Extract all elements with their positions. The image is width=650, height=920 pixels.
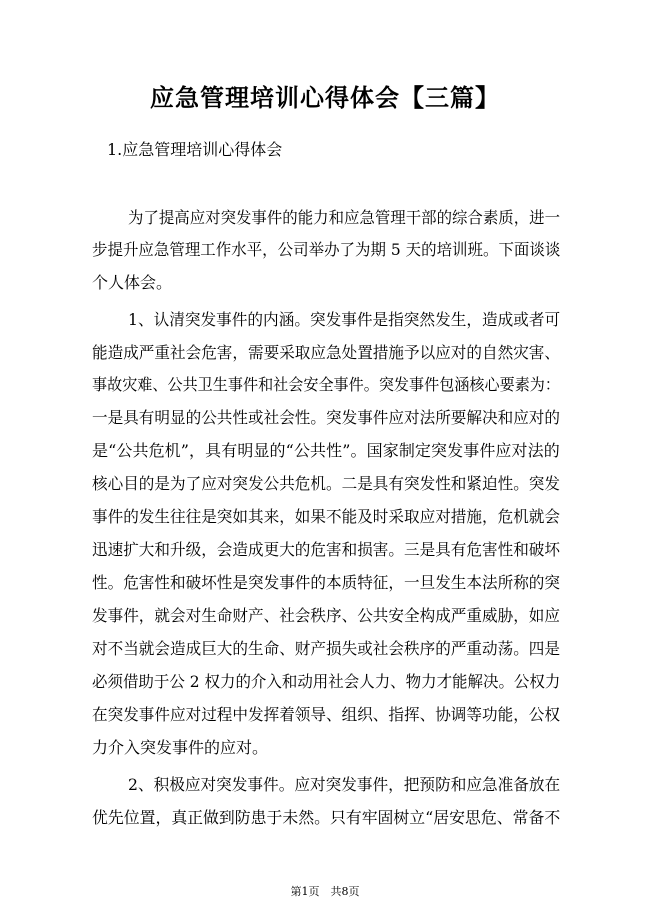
text-line: 必须借助于公 2 权力的介入和动用社会人力、物力才能解决。公权力 xyxy=(92,672,561,691)
text-line: 发事件，就会对生命财产、社会秩序、公共安全构成严重威胁，如应 xyxy=(92,606,561,625)
text-line: 步提升应急管理工作水平，公司举办了为期 5 天的培训班。下面谈谈 xyxy=(92,240,561,259)
text-line: 核心目的是为了应对突发公共危机。二是具有突发性和紧迫性。突发 xyxy=(92,474,561,493)
text-line: 事件的发生往往是突如其来，如果不能及时采取应对措施，危机就会 xyxy=(92,507,561,526)
text-line: 一是具有明显的公共性或社会性。突发事件应对法所要解决和应对的 xyxy=(92,408,561,427)
text-line: 对不当就会造成巨大的生命、财产损失或社会秩序的严重动荡。四是 xyxy=(92,639,561,658)
text-line: 个人体会。 xyxy=(92,273,173,292)
text-line: 力介入突发事件的应对。 xyxy=(92,738,269,757)
text-line: 为了提高应对突发事件的能力和应急管理干部的综合素质，进一 xyxy=(128,208,561,227)
text-line: 1、认清突发事件的内涵。突发事件是指突然发生，造成或者可 xyxy=(128,310,561,329)
text-line: 性。危害性和破坏性是突发事件的本质特征，一旦发生本法所称的突 xyxy=(92,573,561,592)
page-footer: 第1页 共8页 xyxy=(290,885,360,898)
text-line: 在突发事件应对过程中发挥着领导、组织、指挥、协调等功能，公权 xyxy=(92,705,561,724)
text-line: 迅速扩大和升级，会造成更大的危害和损害。三是具有危害性和破坏 xyxy=(92,540,561,559)
section-heading: 1.应急管理培训心得体会 xyxy=(107,140,283,159)
text-line: 能造成严重社会危害，需要采取应急处置措施予以应对的自然灾害、 xyxy=(92,343,561,362)
text-line: 2、积极应对突发事件。应对突发事件，把预防和应急准备放在 xyxy=(128,775,561,794)
text-line: 事故灾难、公共卫生事件和社会安全事件。突发事件包涵核心要素为： xyxy=(92,375,561,394)
text-line: 是“公共危机”，具有明显的“公共性”。国家制定突发事件应对法的 xyxy=(92,441,560,460)
text-line: 优先位置，真正做到防患于未然。只有牢固树立“居安思危、常备不 xyxy=(92,808,561,827)
document-title: 应急管理培训心得体会【三篇】 xyxy=(150,83,500,112)
